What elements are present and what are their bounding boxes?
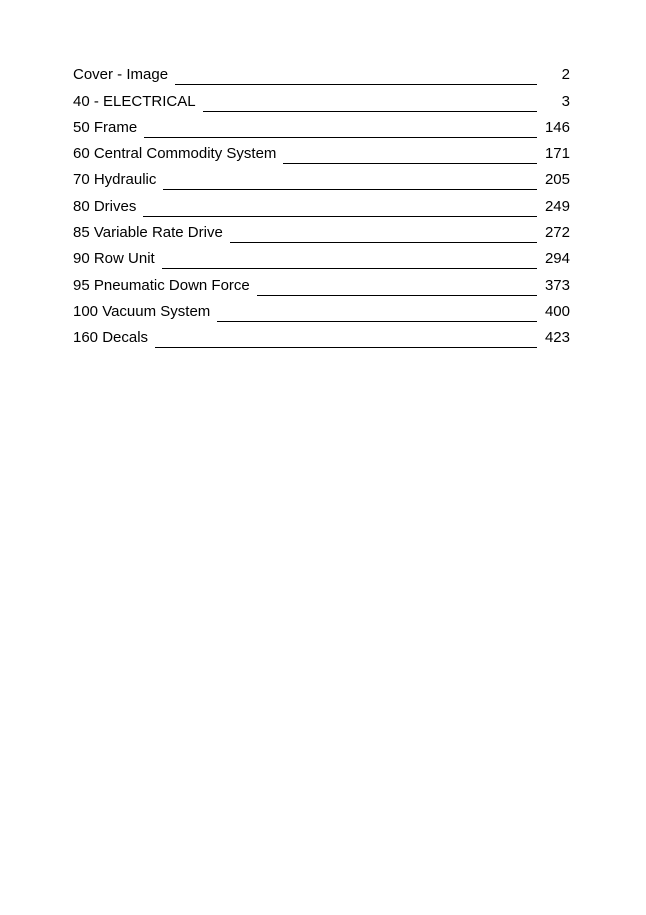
toc-entry-page: 272 [544, 224, 570, 242]
toc-entry-page: 2 [561, 66, 570, 84]
toc-entry-page: 205 [544, 171, 570, 189]
toc-entry-central-commodity-system[interactable] [73, 137, 570, 163]
toc-entry-vacuum-system[interactable] [73, 295, 570, 321]
toc-entry-page: 171 [544, 145, 570, 163]
toc-leader-line [144, 136, 537, 138]
toc-entry-title: 95 Pneumatic Down Force [73, 276, 250, 294]
toc-leader-line [155, 346, 537, 348]
toc-leader-line [257, 294, 537, 296]
toc-leader-line [217, 320, 537, 322]
toc-leader-line [283, 162, 537, 164]
toc-entry-electrical[interactable] [73, 84, 570, 110]
toc-entry-title: 40 - ELECTRICAL [73, 92, 196, 110]
toc-entry-variable-rate-drive[interactable] [73, 216, 570, 242]
toc-entry-page: 146 [544, 118, 570, 136]
toc-leader-line [203, 110, 537, 112]
toc-entry-title: 90 Row Unit [73, 250, 155, 268]
toc-entry-title: 70 Hydraulic [73, 171, 157, 189]
toc-leader-line [143, 215, 537, 217]
toc-entry-cover-image[interactable] [73, 58, 570, 84]
toc-entry-title: Cover - Image [73, 66, 169, 84]
toc-entry-page: 423 [544, 329, 570, 347]
toc-entry-page: 249 [544, 197, 570, 215]
toc-entry-decals[interactable] [73, 321, 570, 347]
toc-leader-line [163, 188, 537, 190]
toc-entry-row-unit[interactable] [73, 242, 570, 268]
toc-entry-pneumatic-down-force[interactable] [73, 268, 570, 294]
toc-entry-hydraulic[interactable] [73, 163, 570, 189]
toc-entry-title: 80 Drives [73, 197, 137, 215]
toc-leader-line [230, 241, 537, 243]
toc-entry-page: 373 [544, 276, 570, 294]
toc-leader-line [175, 83, 537, 85]
toc-entry-page: 400 [544, 302, 570, 320]
toc-entry-page: 3 [561, 92, 570, 110]
toc-entry-title: 160 Decals [73, 329, 149, 347]
toc-entry-title: 60 Central Commodity System [73, 145, 277, 163]
toc-entry-title: 85 Variable Rate Drive [73, 224, 223, 242]
table-of-contents [73, 58, 570, 347]
toc-entry-page: 294 [544, 250, 570, 268]
toc-leader-line [162, 267, 537, 269]
toc-entry-frame[interactable] [73, 111, 570, 137]
toc-entry-drives[interactable] [73, 189, 570, 215]
toc-entry-title: 100 Vacuum System [73, 302, 211, 320]
toc-entry-title: 50 Frame [73, 118, 138, 136]
